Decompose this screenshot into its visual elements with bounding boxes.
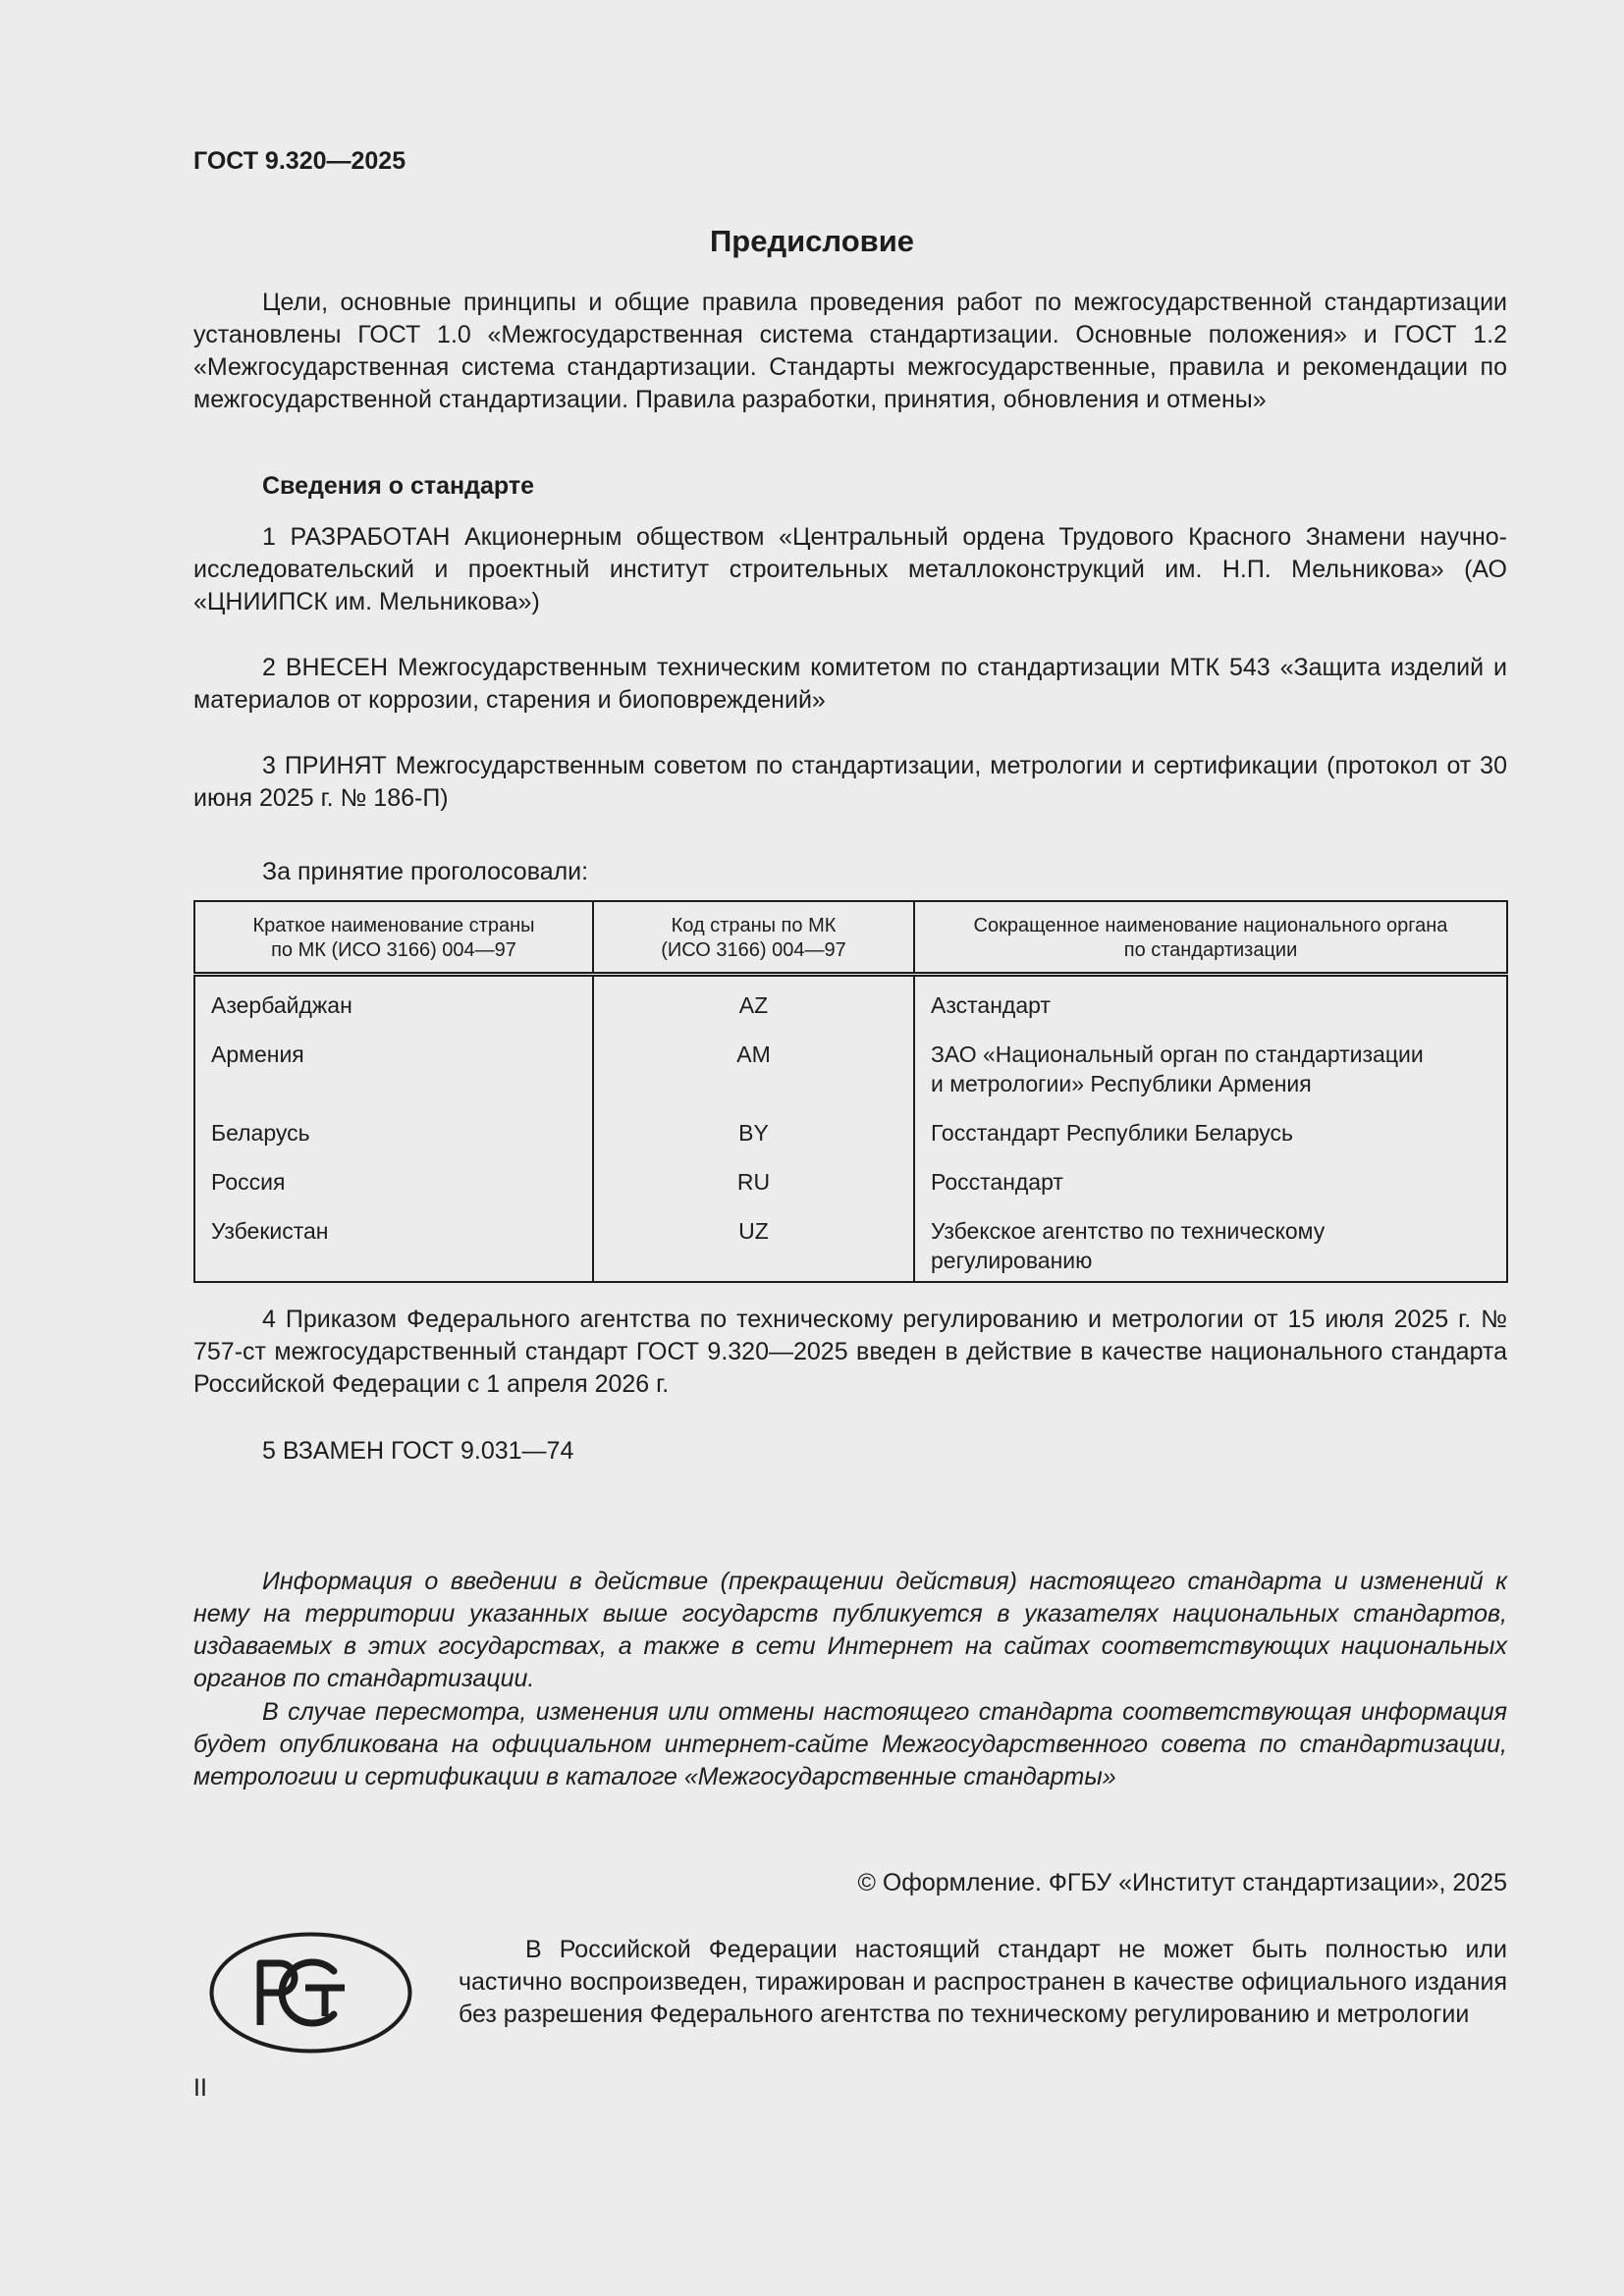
item-introduced: 2 ВНЕСЕН Межгосударственным техническим комитетом по стандартизации МТК 543 «Защита изделий и материалов от коррозии, старения и биоповреждений» bbox=[193, 654, 1507, 714]
table-row bbox=[194, 1167, 1507, 1216]
voting-table bbox=[193, 900, 1508, 1283]
cell-code: AZ bbox=[593, 975, 914, 1041]
note-info: Информация о введении в действие (прекращении действия) настоящего стандарта и изменений к нему на территории указанных выше государств публикуется в указателях национальных стандартов, издаваемых в этих государствах, а также в сети Интернет на сайтах соответствующих национальных органов по стандартизации. bbox=[193, 1568, 1507, 1692]
item-order: 4 Приказом Федерального агентства по техническому регулированию и метрологии от 15 июля 2025 г. № 757-ст межгосударственный стандарт ГОСТ 9.320—2025 введен в действие в качестве национального стандарта Российской Федерации с 1 апреля 2026 г. bbox=[193, 1306, 1507, 1398]
cell-country: Узбекистан bbox=[194, 1216, 593, 1282]
cell-country: Беларусь bbox=[194, 1118, 593, 1167]
rst-logo-icon bbox=[209, 1932, 412, 2054]
cell-country: Азербайджан bbox=[194, 975, 593, 1041]
table-row bbox=[194, 1216, 1507, 1282]
table-row bbox=[194, 1040, 1507, 1118]
cell-code: UZ bbox=[593, 1216, 914, 1282]
intro-paragraph bbox=[193, 287, 1507, 416]
intro-text: Цели, основные принципы и общие правила проведения работ по межгосударственной стандартизации установлены ГОСТ 1.0 «Межгосударственная система стандартизации. Основные положения» и ГОСТ 1.2 «Межгосударственная система стандартизации. Стандарты межгосударственные, правила и рекомендации по межгосударственной стандартизации. Правила разработки, принятия, обновления и отмены» bbox=[193, 289, 1507, 413]
cell-body: Росстандарт bbox=[914, 1167, 1507, 1216]
cell-body: Азстандарт bbox=[914, 975, 1507, 1041]
table-row bbox=[194, 975, 1507, 1041]
copyright-line: © Оформление. ФГБУ «Институт стандартизации», 2025 bbox=[857, 1869, 1507, 1896]
item-adopted: 3 ПРИНЯТ Межгосударственным советом по стандартизации, метрологии и сертификации (протокол от 30 июня 2025 г. № 186-П) bbox=[193, 752, 1507, 812]
cell-body: ЗАО «Национальный орган по стандартизации и метрологии» Республики Армения bbox=[914, 1040, 1507, 1118]
cell-body: Госстандарт Республики Беларусь bbox=[914, 1118, 1507, 1167]
table-header-row bbox=[194, 901, 1507, 975]
cell-code: RU bbox=[593, 1167, 914, 1216]
cell-country: Россия bbox=[194, 1167, 593, 1216]
header-country: Краткое наименование страны по МК (ИСО 3166) 004—97 bbox=[194, 901, 593, 975]
item-replaces: 5 ВЗАМЕН ГОСТ 9.031—74 bbox=[262, 1437, 574, 1465]
rf-notice: В Российской Федерации настоящий стандарт не может быть полностью или частично воспроизведен, тиражирован и распространен в качестве официального издания без разрешения Федерального агентства по техническому регулированию и метрологии bbox=[459, 1936, 1507, 2028]
page-number: II bbox=[193, 2074, 207, 2102]
item-developed: 1 РАЗРАБОТАН Акционерным обществом «Центральный ордена Трудового Красного Знамени научно-исследовательский и проектный институт строительных металлоконструкций им. Н.П. Мельникова» (АО «ЦНИИПСК им. Мельникова») bbox=[193, 523, 1507, 615]
document-code: ГОСТ 9.320—2025 bbox=[193, 147, 406, 175]
cell-country: Армения bbox=[194, 1040, 593, 1118]
page-title: Предисловие bbox=[709, 224, 914, 258]
cell-code: AM bbox=[593, 1040, 914, 1118]
standard-info-heading: Сведения о стандарте bbox=[262, 472, 535, 500]
cell-code: BY bbox=[593, 1118, 914, 1167]
header-body: Сокращенное наименование национального органа по стандартизации bbox=[914, 901, 1507, 975]
voted-label: За принятие проголосовали: bbox=[262, 858, 589, 885]
header-code: Код страны по МК (ИСО 3166) 004—97 bbox=[593, 901, 914, 975]
cell-body: Узбекское агентство по техническому регулированию bbox=[914, 1216, 1507, 1282]
table-row bbox=[194, 1118, 1507, 1167]
note-revision: В случае пересмотра, изменения или отмены настоящего стандарта соответствующая информация будет опубликована на официальном интернет-сайте Межгосударственного совета по стандартизации, метрологии и сертификации в каталоге «Межгосударственные стандарты» bbox=[193, 1698, 1507, 1790]
